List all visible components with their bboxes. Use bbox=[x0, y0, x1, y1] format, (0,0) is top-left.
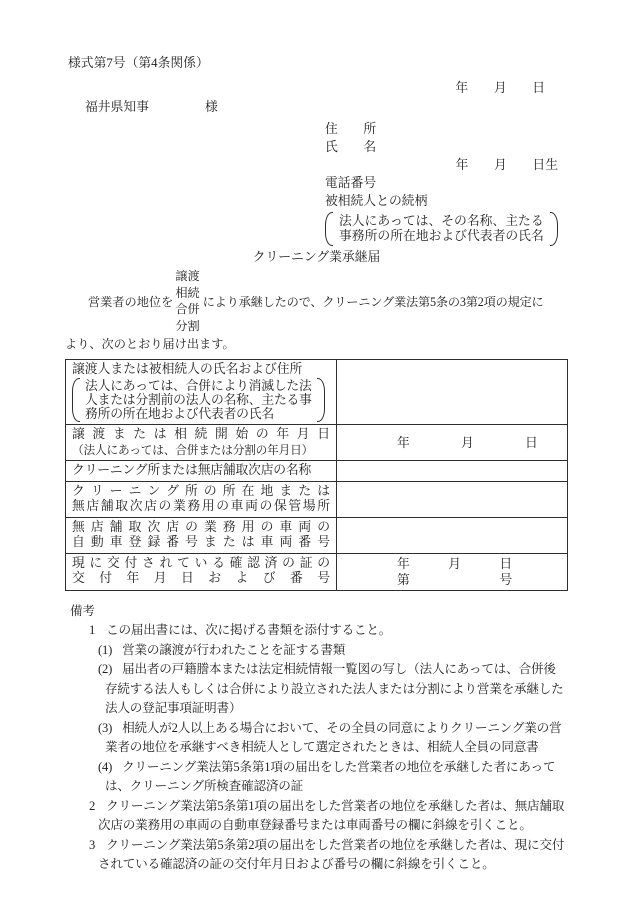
shop-location-label-cell bbox=[66, 481, 337, 517]
corp-note-line1: 法人にあっては、合併により消滅した法 bbox=[85, 378, 312, 393]
form-number: 様式第7号（第4条関係） bbox=[68, 56, 209, 70]
intro-second-line: より、次のとおり届け出ます。 bbox=[65, 337, 235, 351]
left-paren-shape bbox=[325, 212, 333, 246]
vehicle-number-value-cell bbox=[337, 517, 568, 553]
remark-subitem-1-number: (1) bbox=[98, 642, 113, 657]
remark-item-3 bbox=[65, 836, 568, 875]
remark-item-2-text: クリーニング業法第5条第1項の届出をした営業者の地位を承継した者は、無店舗取次店の業務用の車両の自動車登録番号または車両番号の欄に斜線を引くこと。 bbox=[98, 798, 565, 833]
certificate-value-cell bbox=[337, 553, 568, 590]
birthdate-line: 年 月 日生 bbox=[455, 158, 558, 172]
remark-subitem-4-text: クリーニング業法第5条第1項の届出をした営業者の地位を承継した者にあっては、クリーニング所検査確認済の証 bbox=[105, 759, 556, 794]
corporate-note bbox=[325, 212, 558, 246]
transferor-corp-note bbox=[72, 378, 325, 423]
intro-lead: 営業者の地位を bbox=[88, 294, 174, 309]
certificate-date-value: 年 月 日 bbox=[397, 556, 513, 571]
remark-item-1-number: 1 bbox=[89, 623, 96, 638]
remarks-section bbox=[65, 602, 568, 875]
shop-name-value-cell bbox=[337, 461, 568, 482]
table-row-shop-name bbox=[66, 461, 568, 482]
remark-subitem-3 bbox=[65, 719, 568, 758]
remark-item-3-text: クリーニング業法第5条第2項の届出をした営業者の地位を承継した者は、現に交付されている確認済の証の交付年月日および番号の欄に斜線を引くこと。 bbox=[98, 837, 565, 872]
addressee-row bbox=[65, 98, 568, 117]
form-title: クリーニング業承継届 bbox=[252, 250, 381, 264]
shop-name-label-cell bbox=[66, 461, 337, 482]
transferor-label-cell bbox=[66, 360, 337, 425]
shop-location-value-cell bbox=[337, 481, 568, 517]
name-label: 氏 名 bbox=[325, 140, 377, 154]
intro-tail: により承継したので、クリーニング業法第5条の3第2項の規定に bbox=[202, 294, 544, 309]
transferor-label: 譲渡人または被相続人の氏名および住所 bbox=[72, 362, 303, 376]
certificate-number-value: 第 号 bbox=[397, 572, 513, 587]
remark-subitem-2-number: (2) bbox=[98, 662, 113, 677]
remark-item-3-number: 3 bbox=[89, 837, 96, 852]
remarks-heading: 備考 bbox=[70, 603, 95, 618]
certificate-label-cell bbox=[66, 553, 337, 590]
vehicle-number-label-line1: 無店舗取次店の業務用の車両の bbox=[72, 519, 330, 534]
vehicle-number-label-cell bbox=[66, 517, 337, 553]
transfer-date-sublabel: （法人にあっては、合併または分割の年月日） bbox=[72, 443, 314, 457]
remark-subitem-4 bbox=[65, 758, 568, 797]
certificate-label-line1: 現に交付されている確認済の証の bbox=[72, 555, 330, 570]
intro-sentence bbox=[65, 268, 568, 354]
date-line: 年 月 日 bbox=[455, 81, 545, 95]
table-row-transfer-date bbox=[66, 425, 568, 461]
remark-item-2 bbox=[65, 797, 568, 836]
corp-note-line3: 務所の所在地および代表者の氏名 bbox=[85, 406, 274, 421]
remark-item-1 bbox=[65, 621, 568, 641]
right-paren-shape bbox=[317, 378, 325, 423]
method-merger: 合併 bbox=[175, 302, 200, 316]
shop-name-label: クリーニング所または無店舗取次店の名称 bbox=[72, 463, 312, 478]
remark-subitem-3-number: (3) bbox=[98, 720, 113, 735]
succession-table bbox=[65, 359, 568, 591]
phone-label: 電話番号 bbox=[325, 176, 377, 190]
remark-subitem-3-text: 相続人が2人以上ある場合において、その全員の同意によりクリーニング業の営業者の地位を承継すべき相続人として選定されたときは、相続人全員の同意書 bbox=[105, 720, 562, 755]
corp-note-line2: 人または分割前の法人の名称、主たる事 bbox=[85, 392, 312, 407]
vehicle-number-label-line2: 自動車登録番号または車両番号 bbox=[72, 535, 330, 550]
transferor-corp-note-text bbox=[80, 378, 317, 423]
table-row-vehicle-number bbox=[66, 517, 568, 553]
transfer-date-value-cell: 年 月 日 bbox=[337, 425, 568, 461]
transfer-date-label-cell bbox=[66, 425, 337, 461]
table-row-transferor bbox=[66, 360, 568, 425]
relation-label: 被相続人との続柄 bbox=[325, 194, 428, 208]
method-inheritance: 相続 bbox=[175, 285, 200, 300]
remark-item-1-text: この届出書には、次に掲げる書類を添付すること。 bbox=[106, 623, 392, 638]
remark-subitem-1 bbox=[65, 641, 568, 661]
corporate-note-line2: 事務所の所在地および代表者の氏名 bbox=[339, 229, 544, 243]
address-label: 住 所 bbox=[325, 122, 377, 136]
addressee-honorific: 様 bbox=[204, 100, 218, 114]
transferor-value-cell bbox=[337, 360, 568, 425]
remark-item-2-number: 2 bbox=[89, 798, 96, 813]
shop-location-label-line1: クリーニング所の所在地または bbox=[72, 483, 330, 498]
method-split: 分割 bbox=[175, 318, 200, 333]
addressee: 福井県知事 bbox=[85, 100, 149, 114]
remark-subitem-1-text: 営業の譲渡が行われたことを証する書類 bbox=[122, 642, 346, 657]
method-transfer: 譲渡 bbox=[175, 269, 200, 283]
left-paren-shape bbox=[72, 378, 80, 423]
corporate-note-line1: 法人にあっては、その名称、主たる bbox=[339, 214, 544, 228]
corporate-note-text bbox=[333, 212, 550, 246]
remark-subitem-4-number: (4) bbox=[98, 759, 113, 774]
succession-methods bbox=[175, 268, 199, 334]
applicant-block bbox=[325, 120, 568, 246]
transfer-date-label: 譲渡または相続開始の年月日 bbox=[72, 427, 330, 442]
remark-subitem-2-text: 届出者の戸籍謄本または法定相続情報一覧図の写し（法人にあっては、合併後存続する法人もしくは合併により設立された法人または分割により営業を承継した法人の登記事項証明書） bbox=[105, 662, 564, 716]
right-paren-shape bbox=[550, 212, 558, 246]
intro-first-line bbox=[65, 268, 568, 334]
certificate-label-line2: 交付年月日および番号 bbox=[72, 571, 330, 586]
table-row-certificate bbox=[66, 553, 568, 590]
table-row-shop-location bbox=[66, 481, 568, 517]
remark-subitem-2 bbox=[65, 660, 568, 719]
shop-location-label-line2: 無店舗取次店の業務用の車両の保管場所 bbox=[72, 499, 330, 514]
